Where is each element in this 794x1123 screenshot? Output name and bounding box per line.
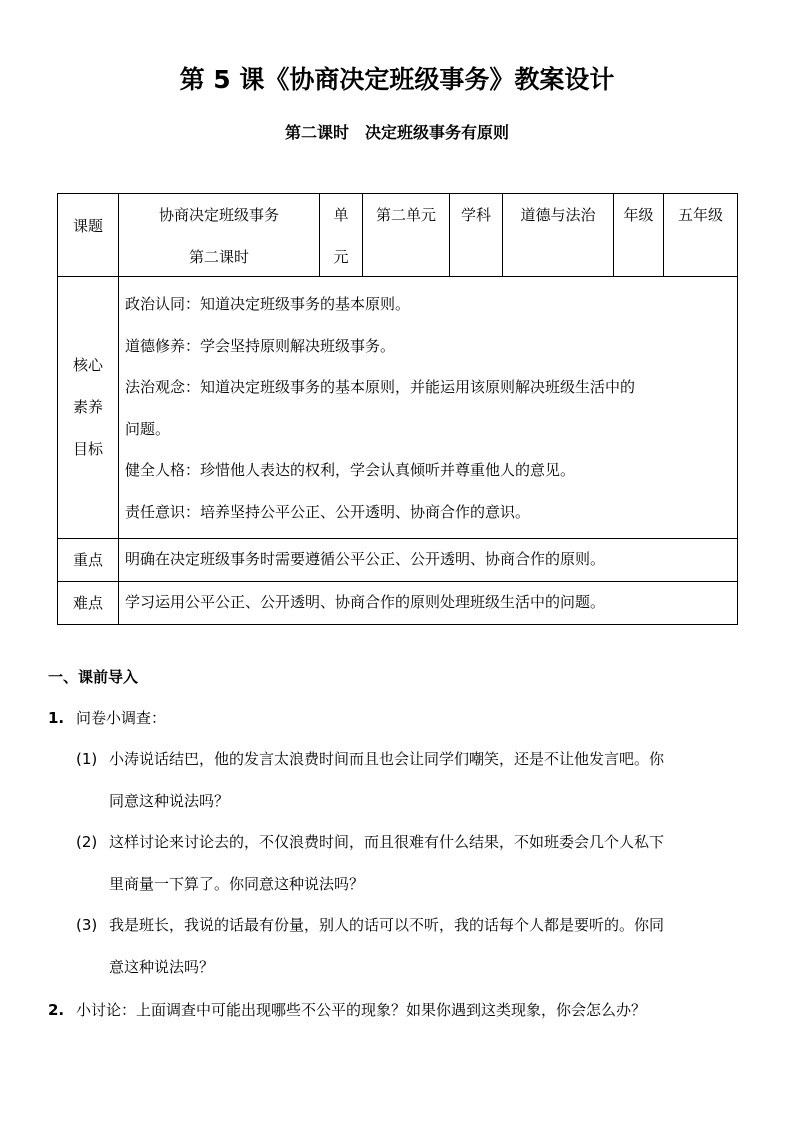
subject-header-text: 学科 — [460, 206, 491, 224]
question-1 — [76, 739, 740, 822]
grade-header-cell — [614, 194, 664, 277]
unit-value-cell — [363, 194, 450, 277]
question-3-line1: 我是班长，我说的话最有份量，别人的话可以不听，我的话每个人都是要听的。你同 — [109, 916, 665, 934]
question-1-line1: 小涛说话结巴，他的发言太浪费时间而且也会让同学们嘲笑，还是不让他发言吧。你 — [109, 750, 665, 768]
course-value-cell — [119, 194, 320, 277]
item2-number: 2. — [48, 1001, 65, 1019]
document-title: 第 5 课《协商决定班级事务》教案设计 — [179, 65, 615, 94]
goals-label-line1: 核心 — [72, 356, 103, 375]
lesson-info-table — [57, 193, 738, 625]
question-1-line2: 同意这种说法吗？ — [109, 791, 230, 810]
document-subtitle: 第二课时 决定班级事务有原则 — [284, 123, 509, 142]
question-3 — [76, 905, 740, 988]
course-header: 课题 — [72, 217, 103, 235]
goal-item: 责任意识：培养坚持公平公正、公开透明、协商合作的意识。 — [125, 502, 531, 521]
question-2-line2: 里商量一下算了。你同意这种说法吗？ — [109, 874, 365, 893]
question-3-number: (3) — [76, 916, 98, 934]
section-heading: 一、课前导入 — [48, 668, 139, 686]
grade-value-text: 五年级 — [677, 206, 723, 224]
unit-value-text: 第二单元 — [375, 206, 436, 224]
question-1-number: (1) — [76, 750, 98, 768]
goal-item: 健全人格：珍惜他人表达的权利，学会认真倾听并尊重他人的意见。 — [125, 461, 576, 480]
grade-header-text: 年级 — [623, 206, 654, 224]
item1-number: 1. — [48, 709, 65, 727]
subject-header — [450, 194, 502, 225]
course-name-line1: 协商决定班级事务 — [158, 206, 279, 224]
difficulty-label: 难点 — [58, 581, 119, 624]
question-2-line1: 这样讨论来讨论去的，不仅浪费时间，而且很难有什么结果，不如班委会几个人私下 — [109, 833, 665, 851]
grade-value-cell — [664, 194, 738, 277]
course-name-line2: 第二课时 — [188, 248, 249, 266]
goal-item: 政治认同：知道决定班级事务的基本原则。 — [125, 295, 411, 313]
subject-value-cell — [503, 194, 614, 277]
key-points-row — [58, 538, 738, 581]
grade-value — [664, 194, 737, 225]
course-name — [119, 194, 319, 267]
unit-header — [320, 194, 362, 267]
course-header-cell — [58, 194, 119, 277]
key-points-label: 重点 — [58, 538, 119, 581]
question-2-number: (2) — [76, 833, 98, 851]
unit-header-char2: 元 — [333, 248, 349, 266]
question-2 — [76, 822, 740, 905]
goal-item: 道德修养：学会坚持原则解决班级事务。 — [125, 336, 396, 355]
unit-value — [363, 194, 449, 225]
key-points-text: 明确在决定班级事务时需要遵循公平公正、公开透明、协商合作的原则。 — [119, 538, 738, 581]
grade-header — [614, 194, 663, 225]
goals-label-line2: 素养 — [72, 398, 103, 417]
goal-item: 问题。 — [125, 419, 171, 438]
item1-text: 问卷小调查： — [76, 709, 167, 727]
unit-header-char1: 单 — [333, 206, 349, 224]
goals-content-cell — [119, 277, 738, 539]
goals-row — [58, 277, 738, 539]
unit-header-cell — [320, 194, 363, 277]
goals-label-cell — [58, 277, 119, 539]
subject-value — [503, 194, 613, 225]
goal-item: 法治观念：知道决定班级事务的基本原则，并能运用该原则解决班级生活中的 — [125, 378, 636, 397]
question-3-line2: 意这种说法吗？ — [109, 957, 215, 976]
difficulty-row — [58, 581, 738, 624]
item2-text: 小讨论：上面调查中可能出现哪些不公平的现象？如果你遇到这类现象，你会怎么办？ — [76, 1001, 647, 1019]
subject-header-cell — [450, 194, 503, 277]
goals-label-line3: 目标 — [72, 440, 103, 459]
table-header-row — [58, 194, 738, 277]
difficulty-text: 学习运用公平公正、公开透明、协商合作的原则处理班级生活中的问题。 — [119, 581, 738, 624]
subject-value-text: 道德与法治 — [520, 206, 596, 224]
